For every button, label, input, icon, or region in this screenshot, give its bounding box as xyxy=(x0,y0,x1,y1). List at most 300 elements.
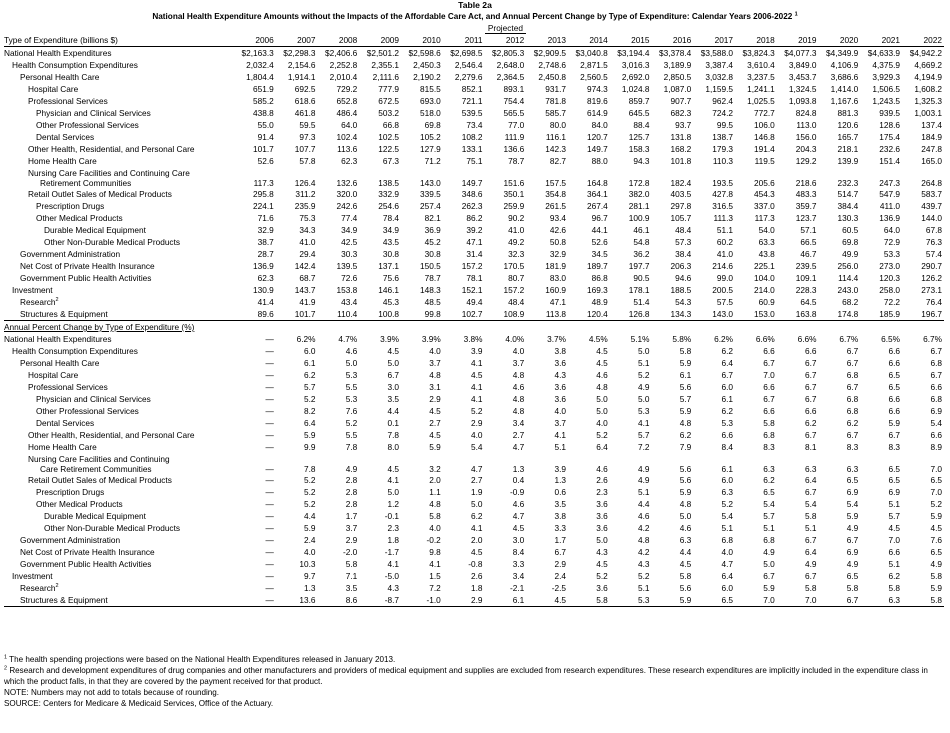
year-header: 2012 xyxy=(485,34,527,47)
footnote-ref: 2 xyxy=(55,297,59,304)
value-cell: 290.7 xyxy=(921,261,942,271)
value-cell: 4.8 xyxy=(638,535,650,545)
value-cell: 3.0 xyxy=(387,382,400,392)
value-cell: 6.7 xyxy=(763,394,775,404)
value-cell: 142.3 xyxy=(545,144,567,154)
value-cell: 34.9 xyxy=(341,225,358,235)
value-cell: 339.5 xyxy=(420,189,441,199)
value-cell: 91.4 xyxy=(257,132,274,142)
row-label-text: Other Non-Durable Medical Products xyxy=(44,237,181,247)
year-header: 2013 xyxy=(526,34,568,47)
value-cell: 5.2 xyxy=(304,475,316,485)
value-cell: 93.4 xyxy=(549,213,567,223)
value-cell: 4.9 xyxy=(805,559,817,569)
value-cell: — xyxy=(265,382,274,392)
value-cell: 8.4 xyxy=(512,547,525,557)
value-cell: 101.7 xyxy=(253,144,274,154)
row-label-text: Durable Medical Equipment xyxy=(44,511,146,521)
table-row xyxy=(4,236,944,248)
value-cell: 7.1 xyxy=(345,571,358,581)
value-cell: 5.9 xyxy=(930,583,942,593)
value-cell: 6.5 xyxy=(763,487,775,497)
footnote-2-text: Research and development expenditures of drug companies and other manufacturers and providers of medical equipment and supplies are excluded from research expenditures. These research expenditures are implicitly included in the expenditure class in which the product falls, in that they are covered by the payment received for that product. xyxy=(4,666,928,686)
value-cell: 6.2 xyxy=(888,571,901,581)
value-cell: 7.2 xyxy=(429,583,441,593)
value-cell: 6.7 xyxy=(805,430,817,440)
value-cell: $3,194.4 xyxy=(617,48,650,58)
value-cell: 5.9 xyxy=(679,358,692,368)
value-cell: 4.0 xyxy=(596,418,608,428)
value-cell: 102.4 xyxy=(336,132,358,142)
blank-cell xyxy=(693,321,735,334)
value-cell: 52.6 xyxy=(257,156,274,166)
value-cell: 652.8 xyxy=(336,96,358,106)
row-label xyxy=(4,284,234,296)
value-cell: 41.0 xyxy=(299,237,316,247)
value-cell: 672.5 xyxy=(378,96,400,106)
value-cell: $2,501.2 xyxy=(366,48,400,58)
value-cell: 486.4 xyxy=(336,108,358,118)
value-cell: 50.8 xyxy=(549,237,567,247)
value-cell: 117.3 xyxy=(754,213,775,223)
value-cell: 4.5 xyxy=(526,594,568,607)
blank-cell xyxy=(526,23,944,34)
value-cell: 5.1 xyxy=(805,523,817,533)
row-label-text: National Health Expenditures xyxy=(4,48,112,58)
value-cell: -5.0 xyxy=(384,571,400,581)
row-label-text: Home Health Care xyxy=(28,156,97,166)
value-cell: 139.9 xyxy=(837,156,859,166)
value-cell: 113.6 xyxy=(337,144,358,154)
row-label-text: Physician and Clinical Services xyxy=(36,394,151,404)
value-cell: 2,190.2 xyxy=(413,72,441,82)
value-cell: 824.8 xyxy=(795,108,817,118)
value-cell: 6.1 xyxy=(721,464,734,474)
value-cell: 1,087.0 xyxy=(663,84,692,94)
value-cell: 232.3 xyxy=(837,178,859,188)
value-cell: -0.9 xyxy=(510,487,525,497)
value-cell: 60.2 xyxy=(716,237,734,247)
value-cell: 4.2 xyxy=(638,523,650,533)
value-cell: 136.6 xyxy=(503,144,525,154)
value-cell: 191.4 xyxy=(754,144,775,154)
value-cell: 3.6 xyxy=(596,511,608,521)
value-cell: 2.6 xyxy=(596,475,608,485)
value-cell: 214.0 xyxy=(754,285,775,295)
value-cell: 5.7 xyxy=(888,511,901,521)
value-cell: 138.5 xyxy=(378,178,400,188)
value-cell: 6.3 xyxy=(860,594,902,607)
value-cell: 86.8 xyxy=(591,273,608,283)
value-cell: 939.5 xyxy=(879,108,901,118)
value-cell: 80.0 xyxy=(549,120,567,130)
value-cell: 205.6 xyxy=(754,178,775,188)
value-cell: 72.2 xyxy=(883,297,901,307)
value-cell: 6.7 xyxy=(930,370,942,380)
value-cell: 106.0 xyxy=(754,120,775,130)
value-cell: 2.8 xyxy=(345,487,358,497)
value-cell: 2.7 xyxy=(471,475,483,485)
value-cell: 110.4 xyxy=(337,309,358,319)
value-cell: 724.2 xyxy=(712,108,734,118)
row-label-text: Dental Services xyxy=(36,132,95,142)
value-cell: 974.3 xyxy=(587,84,608,94)
value-cell: 4,194.9 xyxy=(914,72,942,82)
row-label xyxy=(4,474,234,486)
value-cell: 4.0 xyxy=(721,547,734,557)
value-cell: 5.0 xyxy=(596,406,608,416)
value-cell: 247.3 xyxy=(879,178,901,188)
value-cell: 6.7 xyxy=(805,487,817,497)
value-cell: 4.1 xyxy=(638,418,650,428)
table-row xyxy=(4,284,944,296)
value-cell: 3.5 xyxy=(345,583,358,593)
value-cell: 5.0 xyxy=(638,394,650,404)
value-cell: — xyxy=(265,547,274,557)
row-label xyxy=(4,453,234,474)
value-cell: 1.9 xyxy=(471,487,483,497)
value-cell: 196.7 xyxy=(921,309,942,319)
value-cell: 881.3 xyxy=(837,108,859,118)
value-cell: 5.1 xyxy=(554,442,567,452)
value-cell: 3.9 xyxy=(471,346,483,356)
value-cell: $4,633.9 xyxy=(867,48,901,58)
value-cell: -0.2 xyxy=(426,535,441,545)
value-cell: 6.7 xyxy=(763,358,775,368)
value-cell: 102.5 xyxy=(378,132,400,142)
value-cell: 44.1 xyxy=(591,225,608,235)
value-cell: 45.3 xyxy=(382,297,400,307)
value-cell: $3,588.0 xyxy=(700,48,734,58)
value-cell: $2,163.3 xyxy=(241,48,274,58)
value-cell: 1,804.4 xyxy=(246,72,274,82)
value-cell: 143.0 xyxy=(712,309,734,319)
value-cell: 36.2 xyxy=(633,249,650,259)
value-cell: 64.0 xyxy=(341,120,358,130)
value-cell: 772.7 xyxy=(754,108,775,118)
value-cell: 6.7 xyxy=(805,571,817,581)
value-cell: 1,159.5 xyxy=(705,84,734,94)
value-cell: 3,387.4 xyxy=(705,60,734,70)
value-cell: 4.0 xyxy=(554,406,567,416)
value-cell: 228.3 xyxy=(795,285,817,295)
value-cell: -1.7 xyxy=(384,547,400,557)
value-cell: 6.3 xyxy=(763,464,775,474)
value-cell: 78.4 xyxy=(382,213,400,223)
value-cell: 3.3 xyxy=(554,523,567,533)
value-cell: 6.6% xyxy=(755,334,775,344)
value-cell: 34.9 xyxy=(382,225,400,235)
value-cell: — xyxy=(265,370,274,380)
value-cell: 3.6 xyxy=(554,382,567,392)
note: NOTE: Numbers may not add to totals because of rounding. xyxy=(4,688,220,697)
value-cell: 0.6 xyxy=(554,487,567,497)
value-cell: 45.2 xyxy=(424,237,441,247)
value-cell: 359.7 xyxy=(795,201,817,211)
value-cell: 3.3 xyxy=(512,559,525,569)
footnote-1 xyxy=(4,654,944,665)
row-label-text: Government Administration xyxy=(20,249,121,259)
value-cell: 1.8 xyxy=(387,535,400,545)
value-cell: 72.9 xyxy=(883,237,901,247)
footnote-2-mark: 2 xyxy=(4,665,8,672)
value-cell: 332.9 xyxy=(378,189,400,199)
expenditure-table xyxy=(4,23,944,607)
value-cell: 5.8 xyxy=(679,571,692,581)
value-cell: 539.5 xyxy=(461,108,483,118)
value-cell: 6.2 xyxy=(679,430,692,440)
value-cell: 6.7 xyxy=(846,346,859,356)
value-cell: 4.9 xyxy=(345,464,358,474)
value-cell: 6.7% xyxy=(839,334,859,344)
value-cell: — xyxy=(265,523,274,533)
value-cell: 48.4 xyxy=(675,225,692,235)
year-header: 2017 xyxy=(693,34,735,47)
value-cell: 5.2 xyxy=(304,394,316,404)
value-cell: 5.1 xyxy=(638,583,650,593)
value-cell: 5.7 xyxy=(304,382,316,392)
value-cell: 5.8 xyxy=(902,594,944,607)
value-cell: 2.9 xyxy=(443,594,485,607)
row-label xyxy=(4,155,234,167)
value-cell: 142.4 xyxy=(294,261,316,271)
row-label-text: Structures & Equipment xyxy=(20,309,108,319)
value-cell: 859.7 xyxy=(628,96,650,106)
value-cell: 5.3 xyxy=(610,594,652,607)
value-cell: 5.4 xyxy=(471,442,483,452)
value-cell: 75.1 xyxy=(466,156,483,166)
value-cell: — xyxy=(265,475,274,485)
value-cell: 4.1 xyxy=(471,394,483,404)
value-cell: 0.1 xyxy=(387,418,400,428)
value-cell: -8.7 xyxy=(359,594,401,607)
value-cell: 254.6 xyxy=(378,201,400,211)
value-cell: $2,909.5 xyxy=(533,48,567,58)
blank-cell xyxy=(485,321,527,334)
value-cell: 4.5 xyxy=(429,406,441,416)
title-footnote-mark: 1 xyxy=(794,11,798,18)
value-cell: 4.9 xyxy=(846,523,859,533)
value-cell: 2.8 xyxy=(345,475,358,485)
value-cell: 62.3 xyxy=(257,273,274,283)
value-cell: 99.5 xyxy=(716,120,734,130)
projected-label: Projected xyxy=(485,23,527,34)
value-cell: 6.5 xyxy=(693,594,735,607)
value-cell: 4.7 xyxy=(512,442,525,452)
value-cell: 10.3 xyxy=(299,559,316,569)
value-cell: 134.3 xyxy=(670,309,692,319)
value-cell: 411.0 xyxy=(879,201,901,211)
value-cell: 76.3 xyxy=(925,237,942,247)
value-cell: 6.4 xyxy=(721,358,734,368)
value-cell: 105.2 xyxy=(420,132,441,142)
value-cell: 1,024.8 xyxy=(621,84,650,94)
value-cell: 5.4 xyxy=(846,499,859,509)
value-cell: — xyxy=(265,334,274,344)
value-cell: 3,032.8 xyxy=(705,72,734,82)
table-row xyxy=(4,393,944,405)
value-cell: 565.5 xyxy=(503,108,525,118)
value-cell: 5.3 xyxy=(721,418,734,428)
value-cell: 128.6 xyxy=(879,120,901,130)
row-label xyxy=(4,594,234,607)
value-cell: 82.1 xyxy=(424,213,441,223)
value-cell: 8.2 xyxy=(304,406,316,416)
value-cell: 78.7 xyxy=(508,156,525,166)
value-cell: 6.3 xyxy=(721,487,734,497)
value-cell: 4.5% xyxy=(588,334,608,344)
row-label xyxy=(4,522,234,534)
value-cell: 6.6% xyxy=(797,334,817,344)
value-cell: 585.7 xyxy=(545,108,567,118)
value-cell: 7.6 xyxy=(345,406,358,416)
value-cell: 156.0 xyxy=(795,132,817,142)
value-cell: 5.5 xyxy=(345,430,358,440)
value-cell: 6.7 xyxy=(805,382,817,392)
value-cell: 1,414.0 xyxy=(830,84,859,94)
value-cell: 295.8 xyxy=(253,189,274,199)
value-cell: 9.7 xyxy=(304,571,316,581)
row-label xyxy=(4,405,234,417)
value-cell: 136.9 xyxy=(879,213,901,223)
value-cell: 4.5 xyxy=(596,346,608,356)
value-cell: 157.5 xyxy=(545,178,567,188)
value-cell: 6.7 xyxy=(805,358,817,368)
value-cell: 6.9 xyxy=(846,547,859,557)
row-label xyxy=(4,59,234,71)
row-label xyxy=(4,131,234,143)
table-title-text: National Health Expenditure Amounts without the Impacts of the Affordable Care Act, and Annual Percent Change by Type of Expenditure: Calendar Years 2006-2022 xyxy=(152,12,793,21)
value-cell: 2.9 xyxy=(554,559,567,569)
value-cell: 94.3 xyxy=(633,156,650,166)
value-cell: 7.0 xyxy=(888,535,901,545)
value-cell: 6.6 xyxy=(805,406,817,416)
value-cell: 4.6 xyxy=(512,382,525,392)
value-cell: 2,546.4 xyxy=(454,60,483,70)
value-cell: 5.0 xyxy=(596,535,608,545)
value-cell: 13.6 xyxy=(276,594,318,607)
value-cell: 6.5% xyxy=(881,334,901,344)
value-cell: 6.5 xyxy=(930,547,942,557)
value-cell: 2.7 xyxy=(512,430,525,440)
value-cell: 143.0 xyxy=(420,178,441,188)
value-cell: 101.8 xyxy=(670,156,692,166)
value-cell: 150.5 xyxy=(420,261,441,271)
value-cell: 153.8 xyxy=(336,285,358,295)
table-row xyxy=(4,486,944,498)
row-label-text: Net Cost of Private Health Insurance xyxy=(20,547,155,557)
value-cell: 80.7 xyxy=(508,273,525,283)
value-cell: 2.3 xyxy=(596,487,608,497)
value-cell: 4.3 xyxy=(638,559,650,569)
value-cell: 614.9 xyxy=(587,108,608,118)
value-cell: 4.0 xyxy=(512,346,525,356)
value-cell: — xyxy=(265,571,274,581)
value-cell: — xyxy=(265,511,274,521)
value-cell: 6.4 xyxy=(805,547,817,557)
table-row xyxy=(4,83,944,95)
value-cell: 4.0 xyxy=(471,430,483,440)
table-row xyxy=(4,212,944,224)
value-cell: 175.4 xyxy=(879,132,901,142)
value-cell: 4.2 xyxy=(638,547,650,557)
table-row xyxy=(4,224,944,236)
value-cell: 5.3 xyxy=(638,406,650,416)
value-cell: 4.6 xyxy=(596,370,608,380)
value-cell: 160.9 xyxy=(545,285,567,295)
value-cell: 5.9 xyxy=(652,594,694,607)
value-cell: 6.8 xyxy=(846,406,859,416)
value-cell: 247.8 xyxy=(921,144,942,154)
value-cell: 454.3 xyxy=(754,189,775,199)
value-cell: 6.6 xyxy=(763,346,775,356)
value-cell: 178.1 xyxy=(628,285,650,295)
source: SOURCE: Centers for Medicare & Medicaid Services, Office of the Actuary. xyxy=(4,699,274,708)
value-cell: 682.3 xyxy=(670,108,692,118)
value-cell: 4.9 xyxy=(638,382,650,392)
value-cell: 57.5 xyxy=(716,297,734,307)
value-cell: 2,560.5 xyxy=(580,72,608,82)
row-label-text: Investment xyxy=(12,285,53,295)
value-cell: 5.3 xyxy=(345,394,358,404)
value-cell: 9.8 xyxy=(429,547,441,557)
value-cell: 63.3 xyxy=(758,237,775,247)
value-cell: 4.3 xyxy=(387,583,400,593)
row-label xyxy=(4,345,234,357)
value-cell: 852.1 xyxy=(461,84,483,94)
value-cell: 6.8 xyxy=(846,394,859,404)
row-label xyxy=(4,272,234,284)
value-cell: 108.9 xyxy=(503,309,525,319)
value-cell: 8.0 xyxy=(387,442,400,452)
table-row xyxy=(4,381,944,393)
value-cell: 120.3 xyxy=(879,273,901,283)
table-row xyxy=(4,453,944,474)
value-cell: 4.8 xyxy=(679,418,692,428)
value-cell: 32.9 xyxy=(549,249,567,259)
row-label xyxy=(4,546,234,558)
value-cell: 5.0 xyxy=(596,394,608,404)
value-cell: 4.6 xyxy=(345,346,358,356)
value-cell: — xyxy=(265,346,274,356)
value-cell: 2,252.8 xyxy=(329,60,358,70)
value-cell: 170.5 xyxy=(503,261,525,271)
value-cell: 3,610.4 xyxy=(747,60,775,70)
value-cell: 1,025.5 xyxy=(747,96,775,106)
value-cell: 6.8 xyxy=(721,535,734,545)
row-label-text: Research xyxy=(20,583,56,593)
value-cell: 88.0 xyxy=(591,156,608,166)
value-cell: 4.8 xyxy=(596,382,608,392)
value-cell: 1,093.8 xyxy=(788,96,817,106)
value-cell: 6.7 xyxy=(805,394,817,404)
value-cell: 6.6 xyxy=(888,547,901,557)
value-cell: 90.5 xyxy=(633,273,650,283)
table-row xyxy=(4,498,944,510)
value-cell: 1,167.6 xyxy=(830,96,859,106)
value-cell: 69.8 xyxy=(424,120,441,130)
row-label xyxy=(4,212,234,224)
value-cell: 337.0 xyxy=(754,201,775,211)
value-cell: 93.7 xyxy=(675,120,692,130)
value-cell: 46.1 xyxy=(633,225,650,235)
value-cell: 2,692.0 xyxy=(621,72,650,82)
value-cell: 514.7 xyxy=(837,189,859,199)
value-cell: 105.7 xyxy=(670,213,692,223)
value-cell: 4.8 xyxy=(512,370,525,380)
value-cell: 71.6 xyxy=(257,213,274,223)
row-label xyxy=(4,510,234,522)
